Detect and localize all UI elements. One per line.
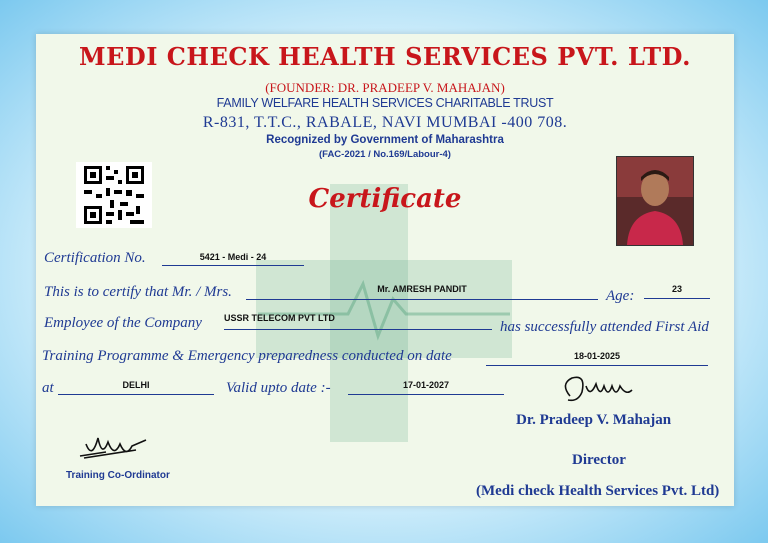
registration-line: (FAC-2021 / No.169/Labour-4) [319, 149, 451, 160]
certificate-heading: Certificate [308, 184, 462, 214]
training-date-line [486, 365, 708, 366]
at-label: at [42, 380, 54, 396]
age-label: Age: [606, 288, 635, 304]
company-title: MEDI CHECK HEALTH SERVICES PVT. LTD. [79, 42, 691, 71]
attended-label: has successfully attended First Aid [500, 319, 709, 335]
training-date: 18-01-2025 [573, 351, 621, 361]
valid-date-line [348, 394, 504, 395]
location-line [58, 394, 214, 395]
age-value: 23 [671, 284, 682, 294]
coordinator-signature-icon [76, 430, 156, 466]
certify-label: This is to certify that Mr. / Mrs. [44, 284, 232, 300]
trust-line: FAMILY WELFARE HEALTH SERVICES CHARITABLE TRUST [216, 96, 554, 110]
valid-date: 17-01-2027 [402, 380, 450, 390]
cert-no-line [162, 265, 304, 266]
age-line [644, 298, 710, 299]
director-signature-icon [556, 372, 636, 408]
director-name: Dr. Pradeep V. Mahajan [516, 412, 672, 428]
training-label: Training Programme & Emergency preparedness conducted on date [42, 348, 452, 364]
cert-no-value: 5421 - Medi - 24 [199, 252, 267, 262]
company-signatory: (Medi check Health Services Pvt. Ltd) [476, 483, 720, 499]
participant-name: Mr. AMRESH PANDIT [377, 284, 467, 294]
company-value: USSR TELECOM PVT LTD [224, 313, 335, 323]
cert-no-label: Certification No. [44, 250, 146, 266]
certificate-card [36, 34, 734, 506]
director-title: Director [572, 452, 626, 468]
name-line [246, 299, 598, 300]
employee-label: Employee of the Company [44, 315, 202, 331]
location-value: DELHI [122, 380, 150, 390]
valid-label: Valid upto date :- [226, 380, 331, 396]
coordinator-label: Training Co-Ordinator [66, 470, 170, 481]
recognition-line: Recognized by Government of Maharashtra [266, 134, 504, 146]
address-line: R-831, T.T.C., RABALE, NAVI MUMBAI -400 708. [202, 114, 568, 131]
company-line [224, 329, 492, 330]
founder-line: (FOUNDER: DR. PRADEEP V. MAHAJAN) [265, 80, 505, 95]
